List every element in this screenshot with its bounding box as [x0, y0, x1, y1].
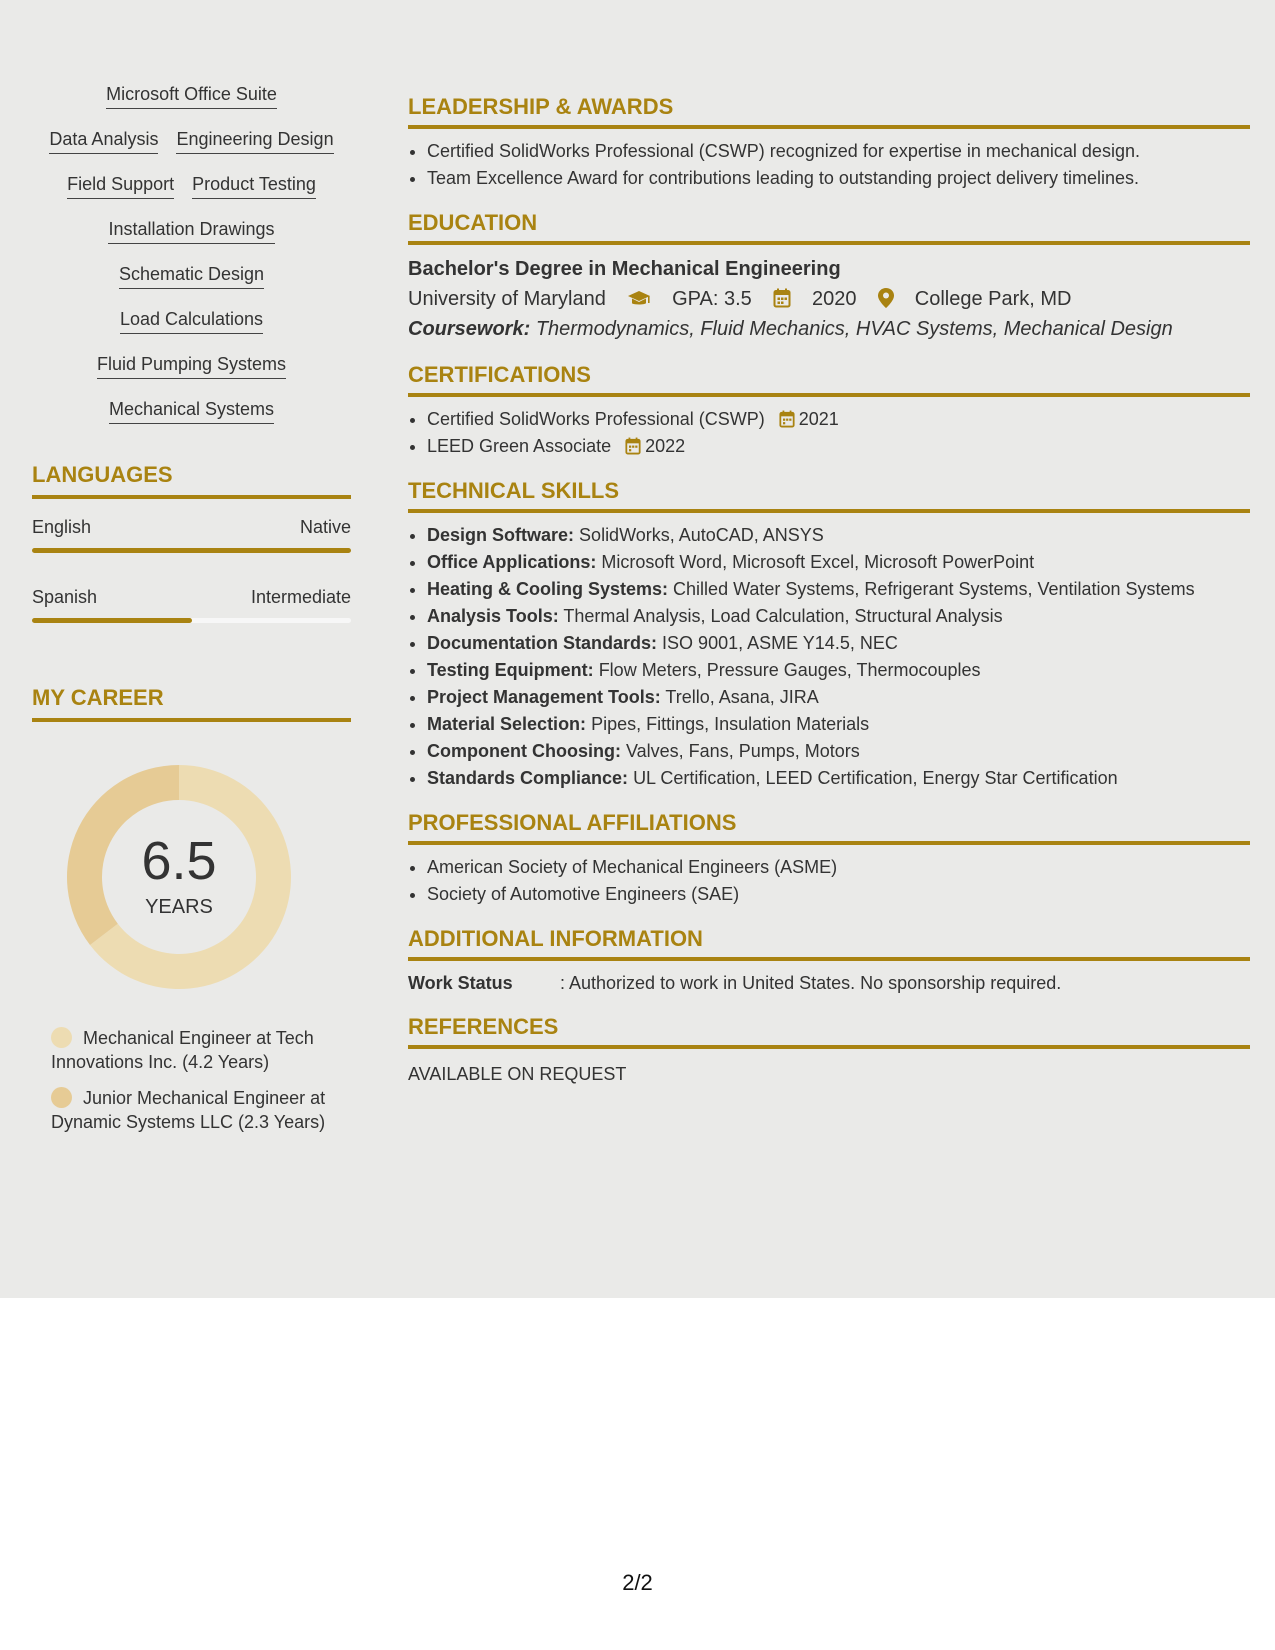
leadership-list [408, 138, 1250, 192]
education-heading: EDUCATION [408, 210, 1250, 245]
certification-name: LEED Green Associate [427, 436, 612, 456]
skill-tag: Installation Drawings [108, 219, 274, 244]
certification-name: Certified SolidWorks Professional (CSWP) [427, 409, 765, 429]
career-legend-item [51, 1086, 341, 1134]
language-item [32, 587, 351, 623]
work-status-row [408, 970, 1250, 996]
technical-skill-item [427, 711, 1250, 738]
technical-skill-label: Standards Compliance: [427, 768, 629, 788]
career-legend [51, 1026, 341, 1134]
career-legend-item [51, 1026, 341, 1074]
calendar-icon [625, 437, 641, 455]
skill-tag: Data Analysis [49, 129, 158, 154]
language-bar-fill [32, 618, 192, 623]
education-year: 2020 [812, 288, 857, 310]
skills-row [32, 174, 351, 199]
affiliations-list [408, 854, 1250, 908]
technical-skill-value: Chilled Water Systems, Refrigerant Systems, Ventilation Systems [673, 579, 1195, 599]
leadership-section [408, 94, 1250, 192]
technical-skill-label: Analysis Tools: [427, 606, 559, 626]
coursework-value: Thermodynamics, Fluid Mechanics, HVAC Systems, Mechanical Design [535, 318, 1173, 340]
graduation-cap-icon [627, 290, 651, 308]
references-text: AVAILABLE ON REQUEST [408, 1064, 627, 1084]
right-column [408, 94, 1250, 1105]
technical-skill-value: Trello, Asana, JIRA [665, 687, 819, 707]
leadership-item: • Team Excellence Award for contributions leading to outstanding project delivery timelines. [427, 165, 1250, 192]
skills-row [32, 354, 351, 379]
languages-list [32, 517, 351, 623]
technical-skill-value: Valves, Fans, Pumps, Motors [625, 741, 860, 761]
career-unit: YEARS [145, 896, 213, 918]
technical-skill-value: Thermal Analysis, Load Calculation, Structural Analysis [563, 606, 1003, 626]
education-section [408, 210, 1250, 344]
technical-skills-heading: TECHNICAL SKILLS [408, 478, 1250, 513]
leadership-item: • Certified SolidWorks Professional (CSWP) recognized for expertise in mechanical design. [427, 138, 1250, 165]
language-item [32, 517, 351, 553]
skills-row [32, 399, 351, 424]
skill-tag: Fluid Pumping Systems [97, 354, 286, 379]
work-status-value: : Authorized to work in United States. No sponsorship required. [560, 973, 1062, 993]
language-row [32, 517, 351, 538]
skills-tags [32, 84, 351, 424]
skill-tag: Load Calculations [120, 309, 263, 334]
legend-dot [51, 1087, 72, 1108]
additional-heading: ADDITIONAL INFORMATION [408, 926, 1250, 961]
affiliations-section [408, 810, 1250, 908]
certifications-heading: CERTIFICATIONS [408, 362, 1250, 397]
legend-dot [51, 1027, 72, 1048]
technical-skill-item [427, 603, 1250, 630]
technical-skill-item [427, 684, 1250, 711]
education-school: University of Maryland [408, 288, 606, 310]
certification-year: 2021 [798, 409, 839, 429]
coursework-label: Coursework: [408, 318, 531, 340]
career-total: 6.5 [141, 831, 217, 891]
technical-skill-item [427, 522, 1250, 549]
skill-tag: Product Testing [192, 174, 316, 199]
technical-skill-label: Documentation Standards: [427, 633, 658, 653]
language-name: Spanish [32, 587, 98, 607]
skill-tag: Engineering Design [176, 129, 333, 154]
technical-skill-value: UL Certification, LEED Certification, Energy Star Certification [633, 768, 1118, 788]
languages-section [32, 462, 351, 623]
technical-skill-label: Component Choosing: [427, 741, 621, 761]
career-donut [64, 762, 294, 992]
education-coursework [408, 314, 1250, 344]
affiliations-heading: PROFESSIONAL AFFILIATIONS [408, 810, 1250, 845]
technical-skill-item [427, 576, 1250, 603]
certifications-list [408, 406, 1250, 460]
skills-row [32, 219, 351, 244]
technical-skills-section [408, 478, 1250, 792]
technical-skill-value: Flow Meters, Pressure Gauges, Thermocouples [598, 660, 981, 680]
skill-tag: Schematic Design [119, 264, 264, 289]
affiliation-item: • American Society of Mechanical Engineers (ASME) [427, 854, 1250, 881]
skills-row [32, 264, 351, 289]
languages-heading: LANGUAGES [32, 462, 351, 499]
technical-skill-label: Heating & Cooling Systems: [427, 579, 669, 599]
affiliation-item: • Society of Automotive Engineers (SAE) [427, 881, 1250, 908]
technical-skill-item [427, 657, 1250, 684]
certification-item [427, 406, 1250, 433]
career-legend-label: Mechanical Engineer at Tech Innovations Inc. (4.2 Years) [51, 1028, 314, 1072]
technical-skill-item [427, 738, 1250, 765]
language-row [32, 587, 351, 608]
technical-skill-item [427, 765, 1250, 792]
career-legend-label: Junior Mechanical Engineer at Dynamic Systems LLC (2.3 Years) [51, 1088, 326, 1132]
technical-skill-label: Project Management Tools: [427, 687, 661, 707]
references-heading: REFERENCES [408, 1014, 1250, 1049]
technical-skill-label: Testing Equipment: [427, 660, 594, 680]
technical-skills-list [408, 522, 1250, 792]
calendar-icon [779, 410, 795, 428]
language-name: English [32, 517, 92, 537]
certification-item [427, 433, 1250, 460]
education-gpa: GPA: 3.5 [672, 288, 752, 310]
language-bar-fill [32, 548, 351, 553]
skill-tag: Mechanical Systems [109, 399, 274, 424]
technical-skill-item [427, 630, 1250, 657]
skill-tag: Microsoft Office Suite [106, 84, 277, 109]
skills-row [32, 309, 351, 334]
education-details [408, 284, 1250, 314]
certifications-section [408, 362, 1250, 460]
skill-tag: Field Support [67, 174, 174, 199]
skills-row [32, 84, 351, 109]
leadership-heading: LEADERSHIP & AWARDS [408, 94, 1250, 129]
technical-skill-value: ISO 9001, ASME Y14.5, NEC [662, 633, 898, 653]
technical-skill-label: Design Software: [427, 525, 575, 545]
language-bar [32, 618, 351, 623]
education-degree: Bachelor's Degree in Mechanical Engineering [408, 258, 841, 280]
language-level: Native [299, 517, 351, 537]
language-bar [32, 548, 351, 553]
references-section [408, 1014, 1250, 1087]
page-number: 2/2 [622, 1570, 653, 1595]
technical-skill-label: Office Applications: [427, 552, 597, 572]
technical-skill-value: SolidWorks, AutoCAD, ANSYS [579, 525, 824, 545]
skills-row [32, 129, 351, 154]
technical-skill-value: Microsoft Word, Microsoft Excel, Microsoft PowerPoint [601, 552, 1035, 572]
left-column [32, 84, 351, 1146]
certification-year: 2022 [645, 436, 686, 456]
calendar-icon [773, 288, 791, 308]
work-status-label: Work Status [408, 973, 513, 993]
language-level: Intermediate [250, 587, 351, 607]
career-heading: MY CAREER [32, 685, 351, 722]
map-pin-icon [878, 288, 894, 308]
education-location: College Park, MD [914, 288, 1072, 310]
career-section [32, 685, 351, 1134]
technical-skill-label: Material Selection: [427, 714, 587, 734]
additional-section [408, 926, 1250, 996]
technical-skill-value: Pipes, Fittings, Insulation Materials [591, 714, 870, 734]
technical-skill-item [427, 549, 1250, 576]
